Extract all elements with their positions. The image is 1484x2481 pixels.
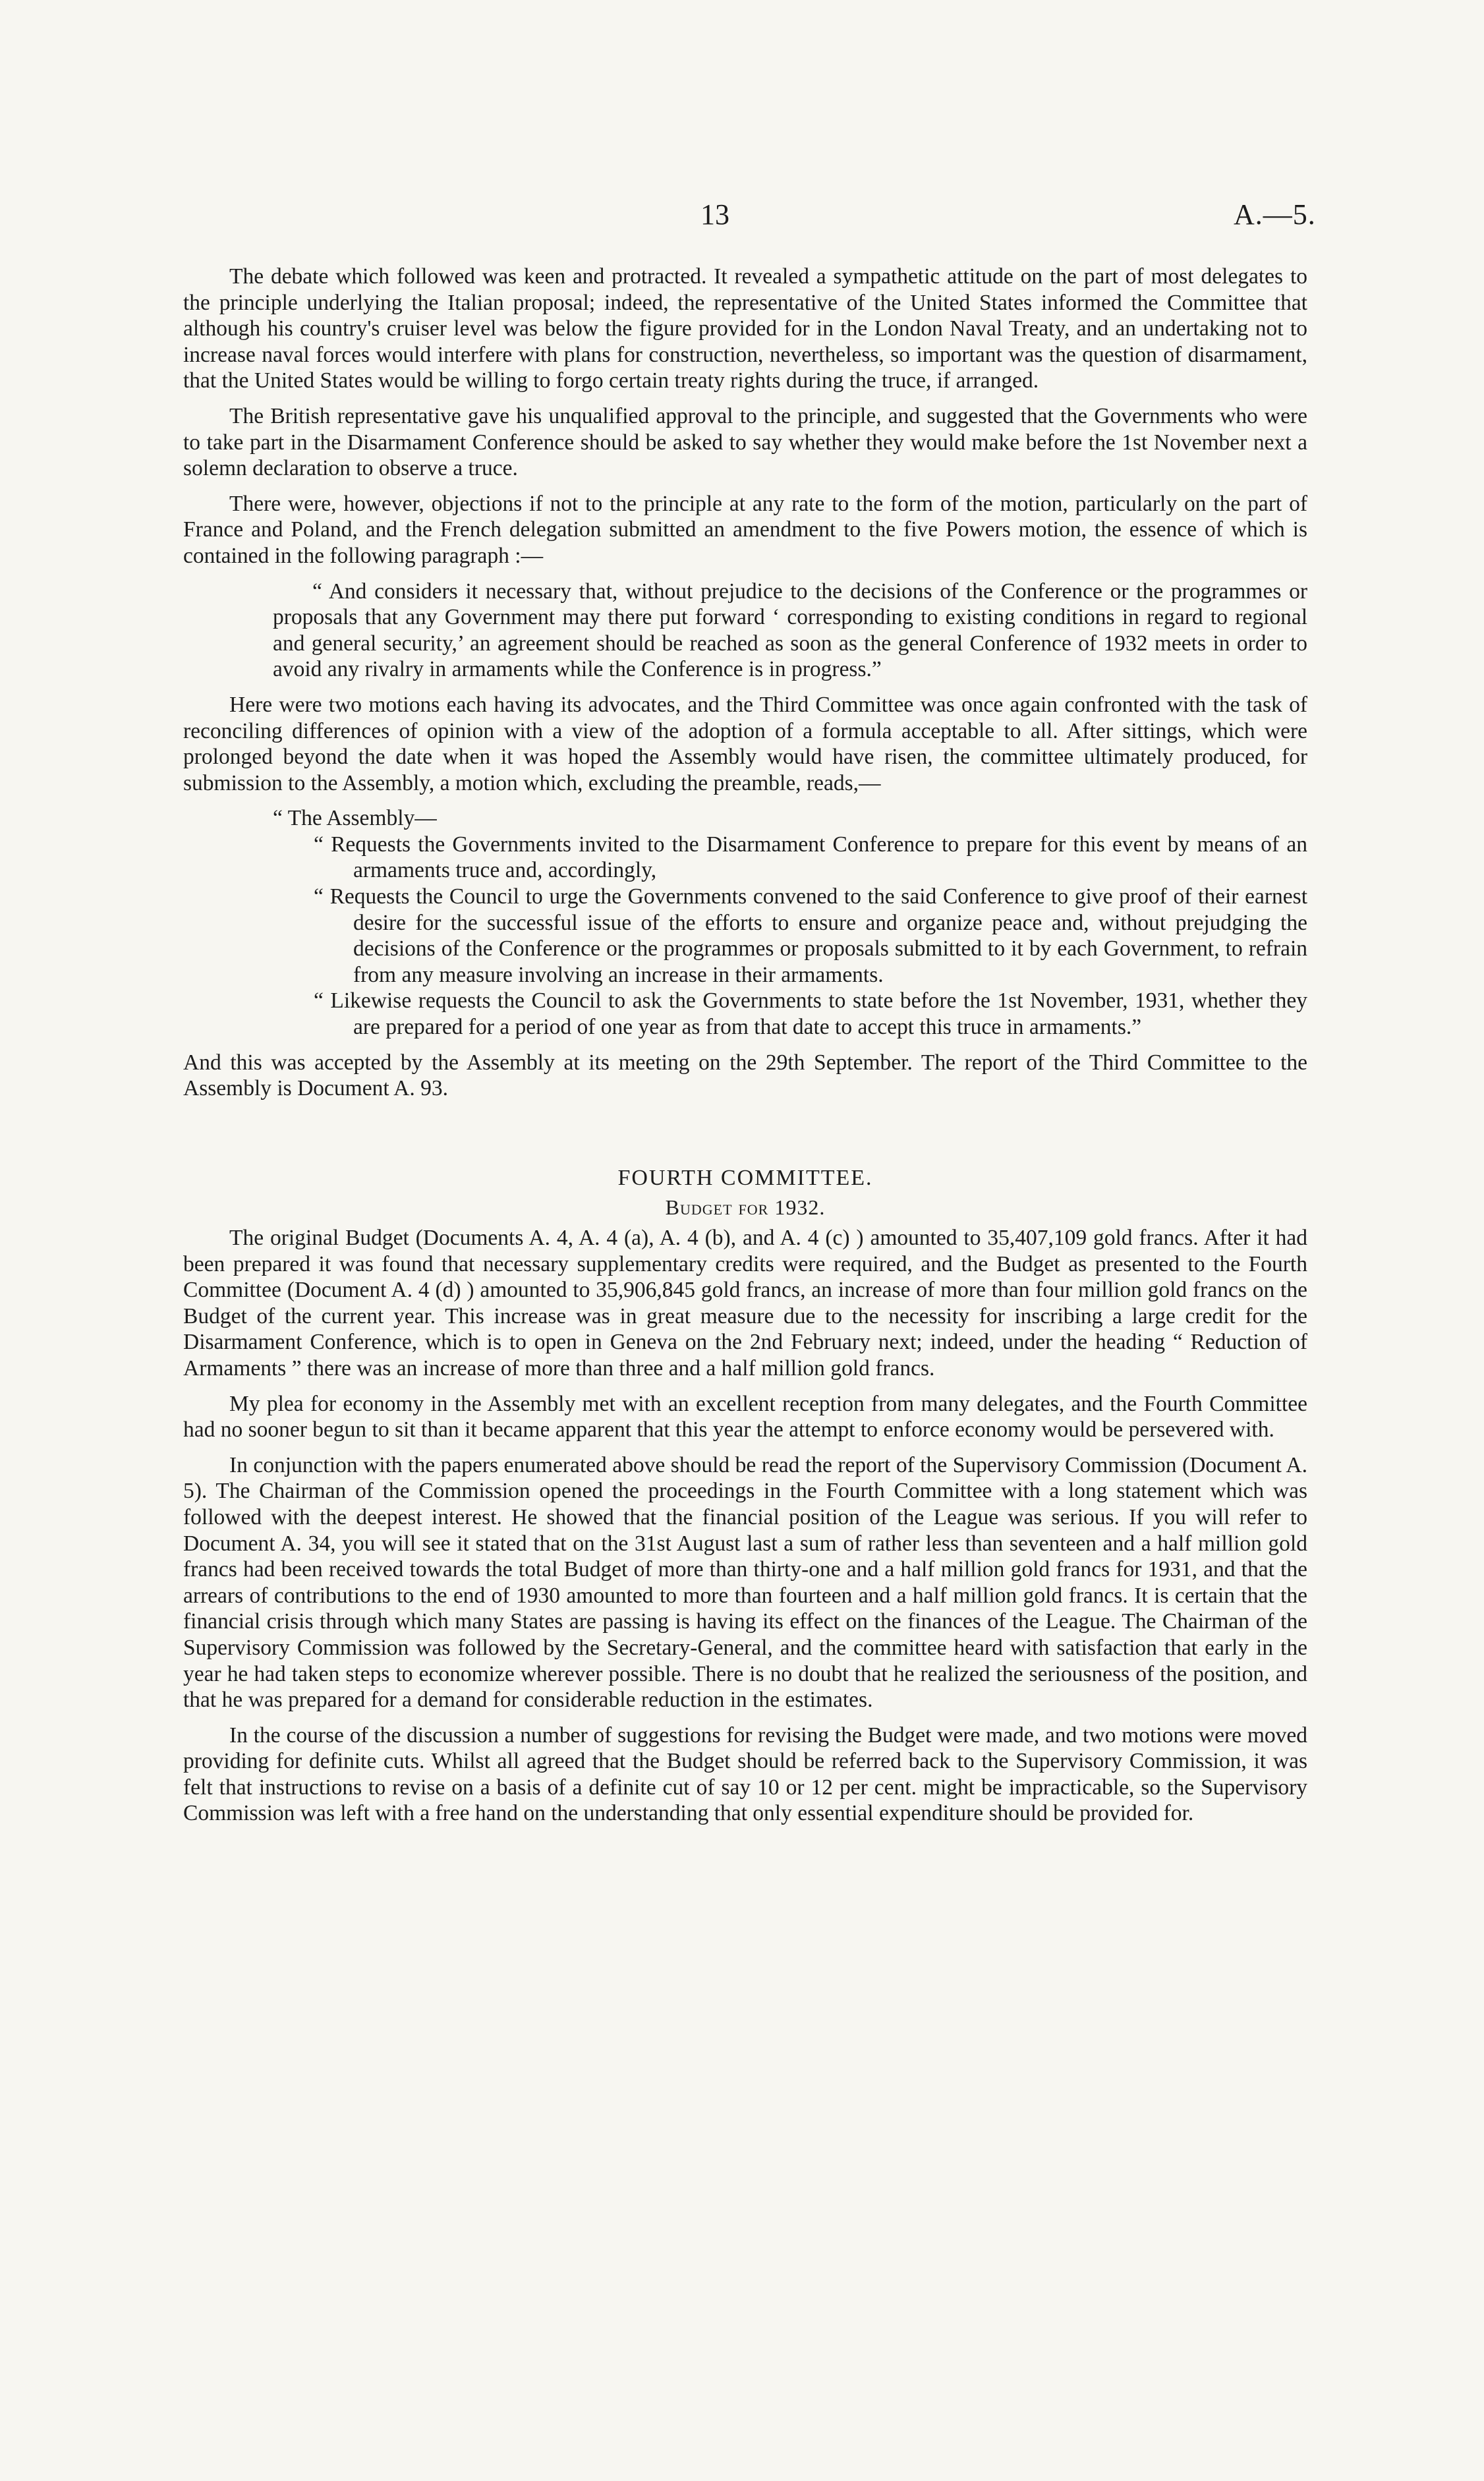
paragraph-two-motions: Here were two motions each having its advocates, and the Third Committee was once again confronted with the task of reconciling differences of opinion with a view of the adoption of a formula acceptable to all. After sittings, which were prolonged beyond the date when it was hoped the Assembly would have risen, the committee ultimately produced, for submission to the Assembly, a motion which, excluding the preamble, reads,— [183,692,1307,795]
french-amendment-quote [183,579,1307,683]
resolution-item: “ Requests the Governments invited to the Disarmament Conference to prepare for this event by means of an armaments truce and, accordingly, [314,832,1307,883]
paragraph-discussion: In the course of the discussion a number of suggestions for revising the Budget were made, and two motions were moved providing for definite cuts. Whilst all agreed that the Budget should be referred back to the Supervisory Commission, it was felt that instructions to revise on a basis of a definite cut of say 10 or 12 per cent. might be impracticable, so the Supervisory Commission was left with a free hand on the understanding that only essential expenditure should be provided for. [183,1723,1307,1826]
document-reference: A.—5. [1234,198,1316,231]
document-body [183,264,1307,1836]
paragraph-debate: The debate which followed was keen and protracted. It revealed a sympathetic attitude on the part of most delegates to the principle underlying the Italian proposal; indeed, the representative of the United States informed the Committee that although his country's cruiser level was below the figure provided for in the London Naval Treaty, and an undertaking not to increase naval forces would interfere with plans for construction, nevertheless, so important was the question of disarmament, that the United States would be willing to forgo certain treaty rights during the truce, if arranged. [183,264,1307,393]
page-number: 13 [700,198,729,231]
section-subheading: Budget for 1932. [665,1195,826,1220]
resolution-item: “ Likewise requests the Council to ask the Governments to state before the 1st November, 1931, whether they are prepared for a period of one year as from that date to accept this truce in armaments.” [314,988,1307,1040]
quote-text: “ And considers it necessary that, without prejudice to the decisions of the Conference or the programmes or proposals that any Government may there put forward ‘ corresponding to existing conditions in regard to regional and general security,’ an agreement should be reached as soon as the general Conference of 1932 meets in order to avoid any rivalry in armaments while the Conference is in progress.” [273,579,1307,682]
paragraph-objections: There were, however, objections if not to the principle at any rate to the form of the motion, particularly on the part of France and Poland, and the French delegation submitted an amendment to the five Powers motion, the essence of which is contained in the following paragraph :— [183,491,1307,568]
section-heading: FOURTH COMMITTEE. [617,1165,873,1190]
paragraph-original-budget: The original Budget (Documents A. 4, A. 4 (a), A. 4 (b), and A. 4 (c) ) amounted to 35,407,109 gold francs. After it had been prepared it was found that necessary supplementary credits were required, and the Budget as presented to the Fourth Committee (Document A. 4 (d) ) amounted to 35,906,845 gold francs, an increase of more than four million gold francs on the Budget of the current year. This increase was in great measure due to the necessity for inscribing a large credit for the Disarmament Conference, which is to open in Geneva on the 2nd February next; indeed, under the heading “ Reduction of Armaments ” there was an increase of more than three and a half million gold francs. [183,1226,1307,1381]
assembly-resolution [183,805,1307,1040]
paragraph-british-representative: The British representative gave his unqualified approval to the principle, and suggested that the Governments who were to take part in the Disarmament Conference should be asked to say whether they would make before the 1st November next a solemn declaration to observe a truce. [183,403,1307,481]
resolution-item: “ Requests the Council to urge the Governments convened to the said Conference to give proof of their earnest desire for the successful issue of the efforts to ensure and organize peace and, without prejudging the decisions of the Conference or the programmes or proposals submitted to it by each Government, to refrain from any measure involving an increase in their armaments. [314,884,1307,987]
paragraph-supervisory-commission: In conjunction with the papers enumerated above should be read the report of the Supervisory Commission (Document A. 5). The Chairman of the Commission opened the proceedings in the Fourth Committee with a long statement which was followed with the deepest interest. He showed that the financial position of the League was serious. If you will refer to Document A. 34, you will see it stated that on the 31st August last a sum of rather less than seventeen and a half million gold francs had been received towards the total Budget of more than thirty-one and a half million gold francs for 1931, and that the arrears of contributions to the end of 1930 amounted to more than fourteen and a half million gold francs. It is certain that the financial crisis through which many States are passing is having its effect on the finances of the League. The Chairman of the Supervisory Commission was followed by the Secretary-General, and the committee heard with satisfaction that early in the year he had taken steps to economize wherever possible. There is no doubt that he realized the seriousness of the position, and that he was prepared for a demand for considerable reduction in the estimates. [183,1452,1307,1713]
resolution-opening: “ The Assembly— [273,806,437,831]
paragraph-accepted: And this was accepted by the Assembly at its meeting on the 29th September. The report of the Third Committee to the Assembly is Document A. 93. [183,1050,1307,1101]
paragraph-plea-for-economy: My plea for economy in the Assembly met with an excellent reception from many delegates, and the Fourth Committee had no sooner begun to sit than it became apparent that this year the attempt to enforce economy would be persevered with. [183,1391,1307,1442]
